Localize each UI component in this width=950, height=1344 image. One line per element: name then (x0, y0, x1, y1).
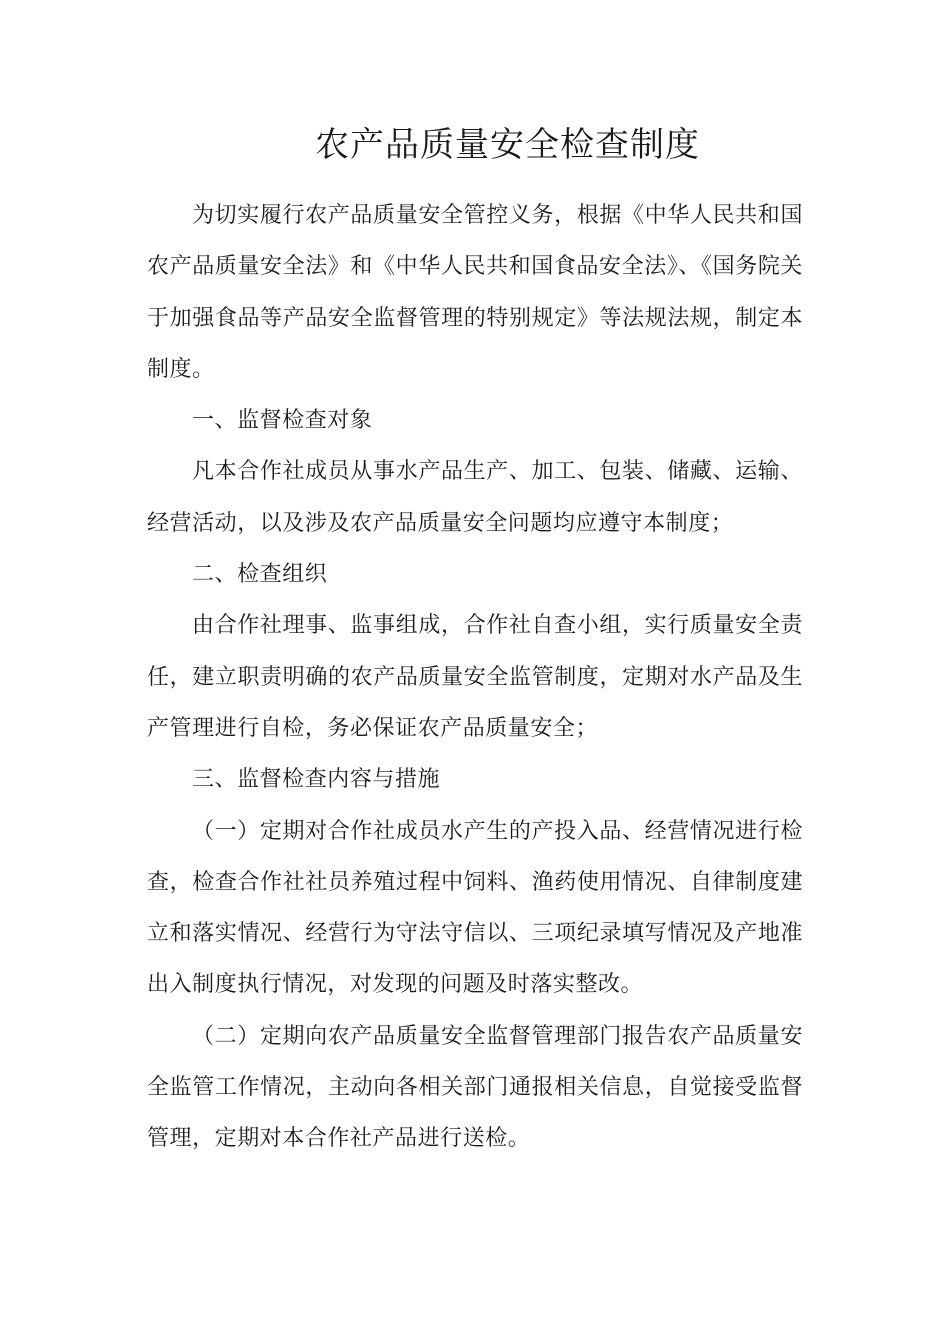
paragraph-supervision-target: 凡本合作社成员从事水产品生产、加工、包装、储藏、运输、经营活动，以及涉及农产品质量安全问题均应遵守本制度； (147, 459, 803, 536)
paragraph-inspection-organization: 由合作社理事、监事组成，合作社自查小组，实行质量安全责任，建立职责明确的农产品质量安全监管制度，定期对水产品及生产管理进行自检，务必保证农产品质量安全； (147, 613, 803, 741)
heading-inspection-content: 三、监督检查内容与措施 (192, 767, 441, 793)
paragraph-inspection-item-2: （二）定期向农产品质量安全监督管理部门报告农产品质量安全监管工作情况，主动向各相关部门通报相关信息，自觉接受监督管理，定期对本合作社产品进行送检。 (147, 1023, 803, 1152)
heading-supervision-target: 一、监督检查对象 (192, 408, 373, 434)
paragraph-intro: 为切实履行农产品质量安全管控义务，根据《中华人民共和国农产品质量安全法》和《中华人民共和国食品安全法》、《国务院关于加强食品等产品安全监督管理的特别规定》等法规法规，制定本制度。 (147, 203, 803, 382)
document-body (147, 190, 803, 1165)
heading-inspection-organization: 二、检查组织 (192, 562, 328, 588)
document-title: 农产品质量安全检查制度 (315, 125, 700, 165)
paragraph-inspection-item-1: （一）定期对合作社成员水产生的产投入品、经营情况进行检查，检查合作社社员养殖过程中饲料、渔药使用情况、自律制度建立和落实情况、经营行为守法守信以、三项纪录填写情况及产地准出入制度执行情况，对发现的问题及时落实整改。 (147, 818, 803, 998)
